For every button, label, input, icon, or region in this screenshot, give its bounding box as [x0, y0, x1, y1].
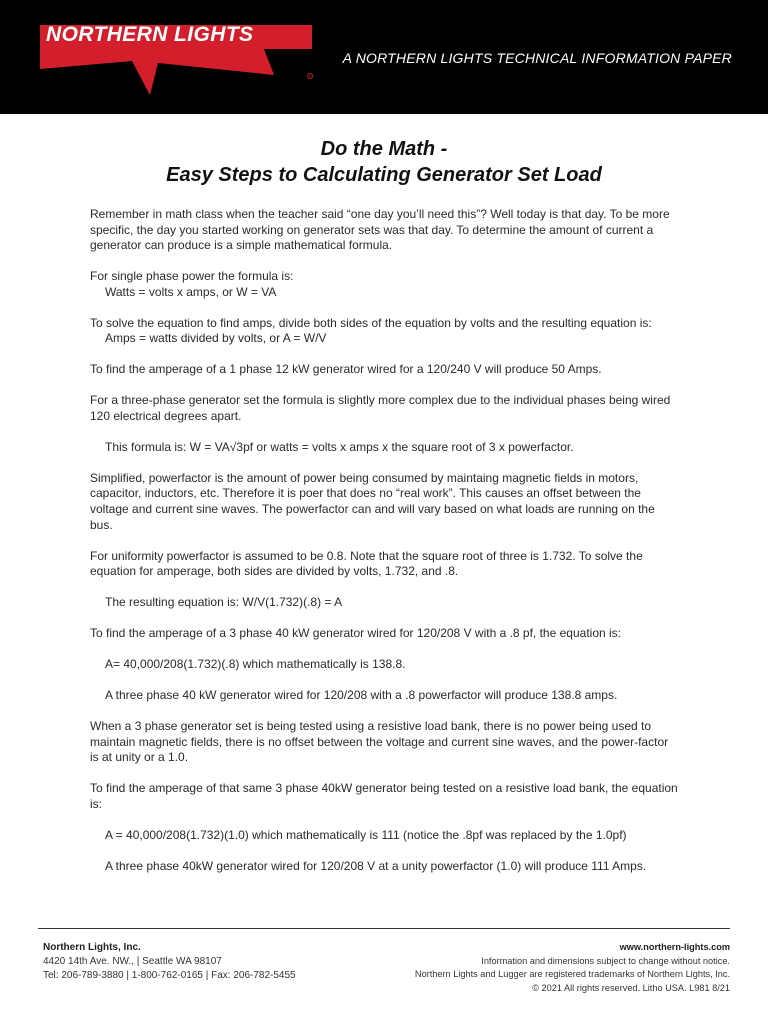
formula: A= 40,000/208(1.732)(.8) which mathematically is 138.8. — [105, 657, 406, 672]
footer-notice: Information and dimensions subject to change without notice. — [481, 955, 730, 966]
footer-divider — [38, 928, 730, 929]
paragraph: When a 3 phase generator set is being tested using a resistive load bank, there is no power being used to maintain magnetic fields, there is no offset between the voltage and current sine waves, and the power-factor is at unity or a 1.0. — [90, 719, 669, 765]
svg-text:R: R — [308, 74, 312, 79]
formula: This formula is: W = VA√3pf or watts = volts x amps x the square root of 3 x powerfactor. — [105, 439, 574, 454]
paragraph: Simplified, powerfactor is the amount of power being consumed by maintaing magnetic fields in motors, capacitor, inductors, etc. Therefore it is poer that does no “real work”. This causes an offset between the voltage and current sine waves. The powerfactor can and will vary based on what loads are running on the bus. — [90, 470, 655, 532]
paragraph: For a three-phase generator set the formula is slightly more complex due to the individual phases being wired 120 electrical degrees apart. — [90, 393, 671, 423]
paragraph: Remember in math class when the teacher said “one day you’ll need this”? Well today is that day. To be more specific, the day you started working on generator sets was that day. To determine the amount of current a generator can produce is a simple mathematical formula. — [90, 207, 670, 253]
footer-legal — [415, 941, 730, 995]
paragraph: To find the amperage of a 3 phase 40 kW generator wired for 120/208 V with a .8 pf, the equation is: — [90, 626, 621, 641]
footer-address: 4420 14th Ave. NW., | Seattle WA 98107 — [43, 956, 222, 967]
formula: Amps = watts divided by volts, or A = W/V — [105, 331, 327, 346]
header-tagline: A NORTHERN LIGHTS TECHNICAL INFORMATION PAPER — [342, 50, 732, 66]
formula: The resulting equation is: W/V(1.732)(.8) = A — [105, 595, 343, 610]
header-bar — [0, 0, 768, 114]
paragraph: For single phase power the formula is: — [90, 269, 294, 284]
footer-company-name: Northern Lights, Inc. — [43, 942, 141, 953]
article-body — [90, 207, 680, 890]
footer-trademark: Northern Lights and Lugger are registered trademarks of Northern Lights, Inc. — [414, 969, 730, 980]
formula: A = 40,000/208(1.732)(1.0) which mathematically is 111 (notice the .8pf was replaced by the 1.0pf) — [105, 827, 627, 842]
formula: Watts = volts x amps, or W = VA — [105, 284, 277, 299]
footer-website-link[interactable]: www.northern-lights.com — [619, 942, 730, 952]
page-title-line1: Do the Math - — [320, 138, 448, 160]
northern-lights-logo — [38, 19, 318, 97]
paragraph: For uniformity powerfactor is assumed to be 0.8. Note that the square root of three is 1.732. To solve the equation for amperage, both sides are divided by volts, 1.732, and .8. — [90, 548, 643, 579]
logo-wordmark: NORTHERN LIGHTS — [46, 23, 254, 46]
footer-phone: Tel: 206-789-3880 | 1-800-762-0165 | Fax: 206-782-5455 — [43, 970, 296, 981]
footer-contact — [43, 941, 296, 983]
paragraph: To solve the equation to find amps, divide both sides of the equation by volts and the resulting equation is: — [90, 315, 652, 330]
paragraph: To find the amperage of that same 3 phase 40kW generator being tested on a resistive load bank, the equation is: — [90, 781, 678, 811]
paragraph: To find the amperage of a 1 phase 12 kW generator wired for a 120/240 V will produce 50 Amps. — [90, 362, 602, 377]
paragraph: A three phase 40 kW generator wired for 120/208 with a .8 powerfactor will produce 138.8 amps. — [105, 688, 618, 703]
paragraph: A three phase 40kW generator wired for 120/208 V at a unity powerfactor (1.0) will produce 111 Amps. — [105, 858, 647, 873]
footer-copyright: © 2021 All rights reserved. Litho USA. L981 8/21 — [532, 982, 730, 993]
page-title-line2: Easy Steps to Calculating Generator Set Load — [166, 164, 602, 186]
